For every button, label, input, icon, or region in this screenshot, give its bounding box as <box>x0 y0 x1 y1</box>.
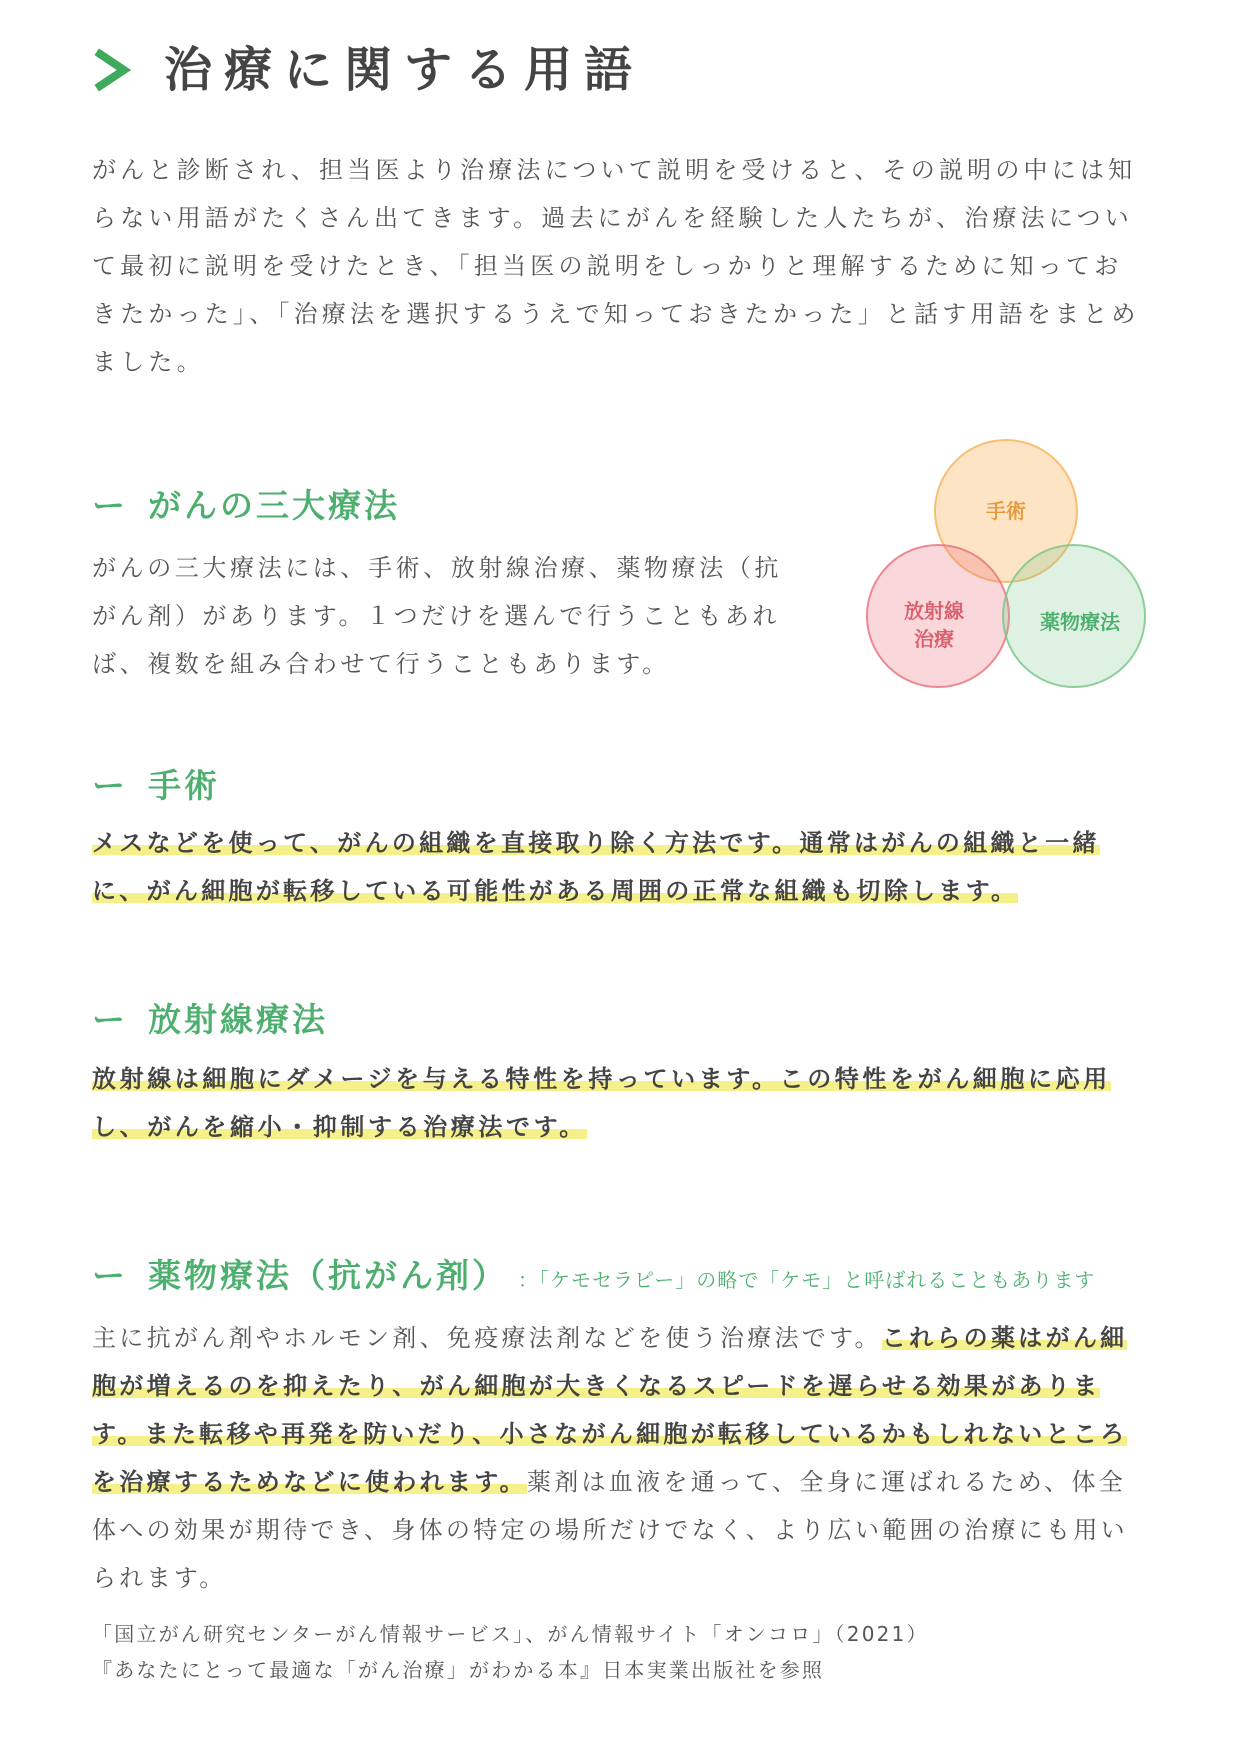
surgery-label: 手術 <box>986 499 1026 523</box>
heading-text: 放射線療法 <box>148 1000 328 1039</box>
three-therapies-venn-diagram <box>852 436 1162 708</box>
heading-text: がんの三大療法 <box>148 486 400 525</box>
plain-text: 主に抗がん剤やホルモン剤、免疫療法剤などを使う治療法です。 <box>92 1324 882 1352</box>
section-heading-hoshasen <box>92 998 328 1042</box>
page-title: 治療に関する用語 <box>164 42 645 98</box>
references <box>92 1616 929 1688</box>
chevron-right-icon <box>92 40 136 100</box>
section-heading-sandai <box>92 484 400 528</box>
drug-label: 薬物療法 <box>1040 610 1120 634</box>
page-title-row <box>92 40 644 100</box>
hoshasen-paragraph <box>92 1055 1150 1151</box>
highlighted-text: メスなどを使って、がんの組織を直接取り除く方法です。通常はがんの組織と一緒に、がん細胞が転移している可能性がある周囲の正常な組織も切除します。 <box>92 829 1100 905</box>
heading-dash: ー <box>92 1000 128 1039</box>
heading-dash: ー <box>92 486 128 525</box>
heading-note: ：「ケモセラピー」の略で「ケモ」と呼ばれることもあります <box>518 1268 1096 1292</box>
shujutsu-paragraph <box>92 819 1150 915</box>
heading-dash: ー <box>92 766 128 805</box>
sandai-paragraph: がんの三大療法には、手術、放射線治療、薬物療法（抗がん剤）があります。１つだけを選んで行うこともあれば、複数を組み合わせて行うこともあります。 <box>92 554 782 678</box>
reference-line: 『あなたにとって最適な「がん治療」がわかる本』日本実業出版社を参照 <box>92 1658 825 1682</box>
plain-text: 薬剤は血液を通って、全身に運ばれるため、体全体への効果が期待でき、身体の特定の場所だけでなく、より広い範囲の治療にも用いられます。 <box>92 1468 1128 1592</box>
yakubutsu-paragraph <box>92 1314 1150 1602</box>
highlighted-text: これらの薬はがん細胞が増えるのを抑えたり、がん細胞が大きくなるスピードを遅らせる効果があります。また転移や再発を防いだり、小さながん細胞が転移しているかもしれないところを治療するためなどに使われます。 <box>92 1324 1128 1496</box>
reference-line: 「国立がん研究センターがん情報サービス」、がん情報サイト「オンコロ」（2021） <box>92 1622 929 1646</box>
intro-paragraph: がんと診断され、担当医より治療法について説明を受けると、その説明の中には知らない用語がたくさん出てきます。過去にがんを経験した人たちが、治療法について最初に説明を受けたとき、「担当医の説明をしっかりと理解するために知っておきたかった」、「治療法を選択するうえで知っておきたかった」と話す用語をまとめました。 <box>92 156 1140 376</box>
section-heading-yakubutsu <box>92 1254 1095 1302</box>
section-heading-shujutsu <box>92 764 220 808</box>
radiation-label-line2: 治療 <box>914 627 954 651</box>
radiation-label-line1: 放射線 <box>904 599 964 623</box>
heading-text: 薬物療法（抗がん剤） <box>148 1256 508 1295</box>
highlighted-text: 放射線は細胞にダメージを与える特性を持っています。この特性をがん細胞に応用し、がんを縮小・抑制する治療法です。 <box>92 1065 1111 1141</box>
heading-dash: ー <box>92 1256 128 1295</box>
heading-text: 手術 <box>148 766 220 805</box>
